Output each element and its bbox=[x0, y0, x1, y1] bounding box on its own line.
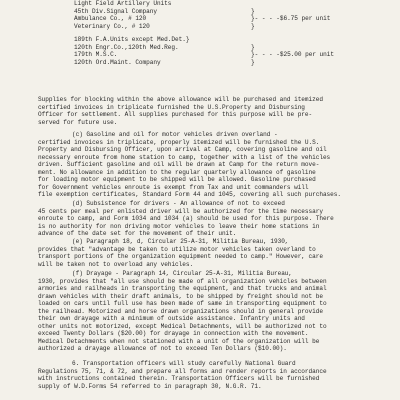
paragraph-c-gasoline: (c) Gasoline and oil for motor vehicles driven overland - certified invoices in triplicate, properly itemized will be furnished the U.S. Property and Disbursing Officer, upon arrival at Camp, covering gasoline and oil necessary enroute from home station to camp, together with a list of the vehicles driven. Sufficient gasoline and oil will be drawn at Camp for the return move- ment. No allowance in addition to the regular quarterly allowance of gasoline for loading motor equipment to be shipped will be allowed. Gasoline purchased for Government vehicles enroute is exempt from Tax and unit commanders will file exemption certificates, Standard Form 44 and 1045, covering all such purchases. bbox=[38, 131, 341, 199]
table-row: 179th M.S.C. }- - - -$25.00 per unit bbox=[74, 51, 334, 59]
table-row: 120th Engr.Co.,120th Med.Reg. } bbox=[74, 43, 255, 51]
paragraph-supplies: Supplies for blocking within the above allowance will be purchased and itemized certified invoices in triplicate furnished the U.S.Property and Disbursing Officer for settlement. All supplies purchased for this purpose will be pre- served for future use. bbox=[38, 96, 323, 126]
table-row: 120th Ord.Maint. Company } bbox=[74, 58, 255, 66]
paragraph-6-transportation: 6. Transportation officers will study carefully National Guard Regulations 75, 71, & 72, and prepare all forms and render reports in accordance with instructions contained therein. Transportation Officers will be furnished supply of W.D.Forms 54 referred to in paragraph 30, N.G.R. 71. bbox=[38, 360, 327, 390]
paragraph-d-subsistence: (d) Subsistence for drivers - An allowance of not to exceed 45 cents per meal per enlisted driver will be authorized for the time necessary enroute to camp, and Form 1034 and 1034 (a) should be used for this purpose. There is no authority for non driving motor vehicles to leave their home stations in advance of the date set for the movement of their unit. bbox=[38, 200, 334, 238]
paragraph-f-drayage: (f) Drayage - Paragraph 14, Circular 25-A-31, Militia Bureau, 1930, provides that "all use should be made of all organization vehicles between armories and railheads in transporting the equipment, and that trucks and animal drawn vehicles with their draft animals, to be shipped by freight should not be loaded on cars until full use has been made of same in transporting equipment to the railhead. Motorized and horse drawn organizations should in general provide their own drayage with a minimum of outside assistance. Infantry units and other units not motorized, except Medical Detachments, will be authorized not to exceed Twenty Dollars ($20.00) for drayage in connection with the movement. Medical Detachments when not stationed with a unit of the organization will be authorized a drayage allowance of not to exceed Ten Dollars ($10.00). bbox=[38, 270, 327, 353]
table-row: 189th F.A.Units except Med.Det.} bbox=[74, 36, 190, 44]
table-row: Light Field Artillery Units bbox=[74, 0, 172, 7]
table-group-2 bbox=[74, 36, 374, 66]
table-row: Veterinary Co., # 120 } bbox=[74, 22, 255, 30]
unit-allowance-table bbox=[74, 0, 374, 66]
paragraph-e-vehicles: (e) Paragraph 18, d, Circular 25-A-31, Militia Bureau, 1930, provides that "advantage be taken to utilize motor vehicles taken overland to transport portions of the organization equipment needed to camp." However, care will be taken not to overload any vehicles. bbox=[38, 238, 323, 268]
table-group-1 bbox=[74, 0, 374, 30]
table-row: 45th Div.Signal Company } bbox=[74, 7, 255, 15]
table-row: Ambulance Co., # 120 }- - - -$6.75 per unit bbox=[74, 15, 331, 23]
